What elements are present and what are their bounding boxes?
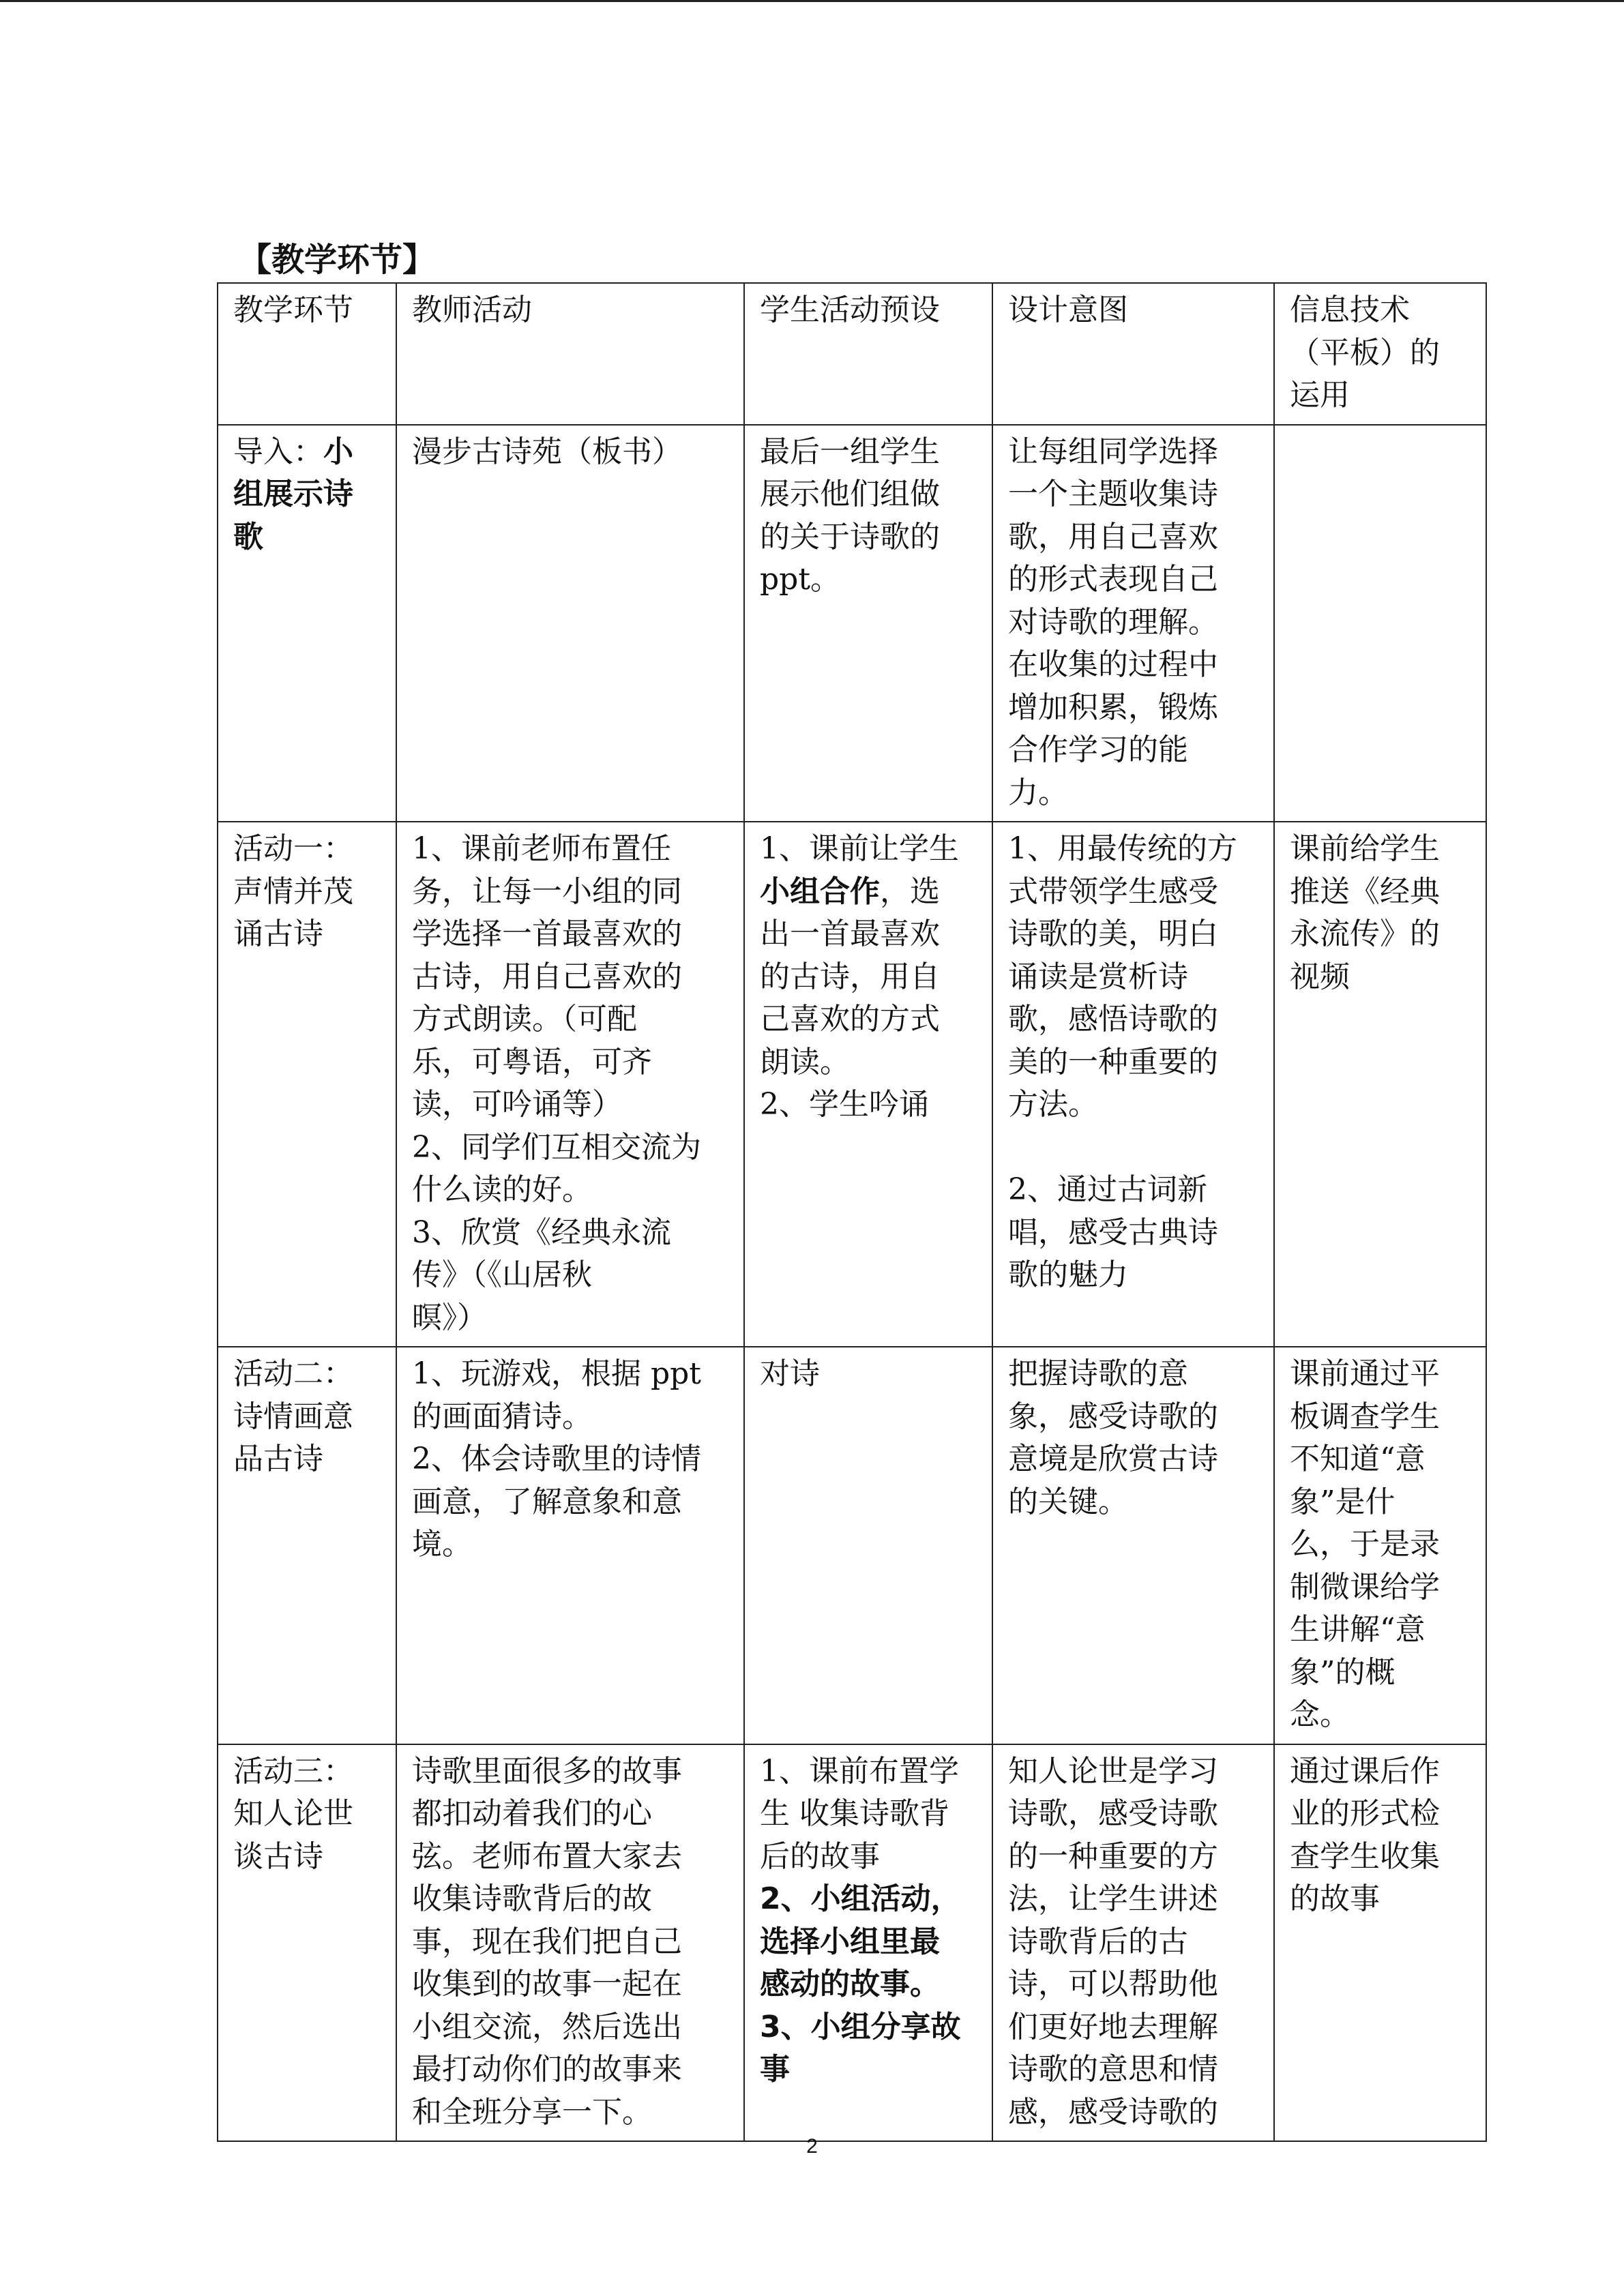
cell-text-line: 境。 — [412, 1527, 472, 1562]
cell-text-line: 唱，感受古典诗 — [1008, 1214, 1218, 1250]
cell-text-line: 3、小组分享故 — [760, 2009, 961, 2044]
teacher-activity-cell — [396, 1744, 744, 2142]
cell-text-line: 生 收集诗歌背 — [760, 1796, 949, 1831]
cell-text-line: 们更好地去理解 — [1008, 2009, 1218, 2044]
cell-text-line: 歌，用自己喜欢 — [1008, 519, 1218, 554]
cell-text-line: 诗，可以帮助他 — [1008, 1967, 1218, 2001]
cell-text-line: 3、欣赏《经典永流 — [412, 1214, 671, 1250]
tech-use-cell — [1274, 1347, 1486, 1744]
cell-text-line: 课前给学生 — [1290, 831, 1440, 866]
cell-text-line: 不知道“意 — [1290, 1442, 1426, 1476]
cell-text-line: 活动一： — [233, 831, 353, 866]
student-activity-cell — [744, 425, 992, 822]
cell-text-line: 的关键。 — [1008, 1484, 1128, 1519]
design-intent-cell — [992, 822, 1274, 1347]
student-activity-cell — [744, 1347, 992, 1744]
cell-text-line: 念。 — [1290, 1697, 1350, 1732]
section-title: 【教学环节】 — [239, 241, 436, 279]
cell-text-line: 诗歌里面很多的故事 — [412, 1753, 682, 1789]
cell-text-line: 意境是欣赏古诗 — [1008, 1442, 1218, 1476]
cell-text-line: 谈古诗 — [233, 1838, 323, 1874]
cell-text-line: 收集诗歌背后的故 — [412, 1881, 652, 1916]
cell-text-line: 方式朗读。（可配 — [412, 1002, 637, 1037]
cell-text-line: 么，于是录 — [1290, 1527, 1440, 1562]
header-teacher-activity: 教师活动 — [396, 283, 744, 425]
cell-text-line: 生讲解“意 — [1290, 1612, 1426, 1647]
cell-text-line: 诵古诗 — [233, 916, 323, 951]
cell-text-line: 诗情画意 — [233, 1399, 353, 1434]
cell-text-line: 诵读是赏析诗 — [1008, 959, 1188, 994]
cell-text-line: 对诗 — [760, 1356, 820, 1391]
table-row — [218, 822, 1486, 1347]
cell-text-line: 2、同学们互相交流为 — [412, 1129, 701, 1165]
cell-text-line: 画意，了解意象和意 — [412, 1484, 682, 1519]
cell-text-line: 课前通过平 — [1290, 1356, 1440, 1391]
cell-text-line: 通过课后作 — [1290, 1753, 1440, 1789]
design-intent-cell — [992, 1744, 1274, 2142]
cell-text-line: 乐，可粤语，可齐 — [412, 1044, 652, 1079]
cell-text-line: 象，感受诗歌的 — [1008, 1399, 1218, 1434]
cell-text-line: 1、玩游戏，根据 ppt — [412, 1356, 701, 1391]
tech-use-cell — [1274, 425, 1486, 822]
cell-text-line: 最后一组学生 — [760, 434, 940, 469]
design-intent-cell — [992, 1347, 1274, 1744]
cell-text-line: 的故事 — [1290, 1881, 1380, 1916]
cell-text-line: 一个主题收集诗 — [1008, 477, 1218, 511]
cell-text-line: 的画面猜诗。 — [412, 1399, 592, 1434]
table-row — [218, 425, 1486, 822]
cell-text-line: 暝》） — [412, 1300, 487, 1335]
table-header-row — [218, 283, 1486, 425]
cell-text-line: 2、小组活动， — [760, 1881, 961, 1916]
teacher-activity-cell — [396, 822, 744, 1347]
stage-cell — [218, 1347, 396, 1744]
cell-text-line: 收集到的故事一起在 — [412, 1967, 682, 2001]
cell-text-line: 美的一种重要的 — [1008, 1044, 1218, 1079]
teaching-stages-table — [217, 282, 1487, 2142]
cell-text-line: 都扣动着我们的心 — [412, 1796, 652, 1831]
cell-text-line: 的形式表现自己 — [1008, 562, 1218, 597]
cell-text-line: 读，可吟诵等） — [412, 1087, 622, 1122]
cell-text-line: 务，让每一小组的同 — [412, 874, 682, 909]
cell-text-line: 歌的魅力 — [1008, 1257, 1128, 1292]
cell-text-line: 增加积累，锻炼 — [1008, 689, 1218, 725]
cell-text-line: 2、通过古词新 — [1008, 1172, 1207, 1207]
cell-text-line: 感动的故事。 — [760, 1967, 940, 2001]
cell-text-line: 古诗，用自己喜欢的 — [412, 959, 682, 994]
cell-text-line: 查学生收集 — [1290, 1838, 1440, 1874]
cell-text-line: 1、用最传统的方 — [1008, 831, 1237, 866]
cell-text-line: 方法。 — [1008, 1087, 1098, 1122]
cell-text-line: 诗歌的美，明白 — [1008, 916, 1218, 951]
table-row — [218, 1347, 1486, 1744]
tech-use-cell — [1274, 822, 1486, 1347]
cell-text-line: 传》（《山居秋 — [412, 1257, 592, 1292]
design-intent-cell — [992, 425, 1274, 822]
cell-text-line: 在收集的过程中 — [1008, 647, 1218, 682]
cell-text-line: 诗歌的意思和情 — [1008, 2052, 1218, 2087]
cell-text-line: 力。 — [1008, 775, 1068, 810]
teacher-activity-cell — [396, 1347, 744, 1744]
cell-text-line: 弦。老师布置大家去 — [412, 1838, 682, 1874]
cell-text-line: 活动二： — [233, 1356, 353, 1391]
cell-text-line: 象”是什 — [1290, 1484, 1396, 1519]
cell-text-line: 视频 — [1290, 959, 1350, 994]
page-number: 2 — [806, 2135, 818, 2158]
cell-text-line: 让每组同学选择 — [1008, 434, 1218, 469]
cell-text-line: 学选择一首最喜欢的 — [412, 916, 682, 951]
cell-text-line: 事，现在我们把自己 — [412, 1924, 682, 1959]
tech-use-cell — [1274, 1744, 1486, 2142]
cell-text-line: 漫步古诗苑（板书） — [412, 434, 682, 469]
student-activity-cell — [744, 1744, 992, 2142]
cell-text-line: 把握诗歌的意 — [1008, 1356, 1188, 1391]
cell-text-line: 品古诗 — [233, 1442, 323, 1476]
stage-cell — [218, 822, 396, 1347]
stage-cell: 导入：小 组展示诗 歌 — [218, 425, 396, 822]
cell-text-line: 合作学习的能 — [1008, 732, 1188, 767]
cell-text-line: 小组交流，然后选出 — [412, 2009, 682, 2044]
cell-text-line: 活动三： — [233, 1753, 353, 1789]
cell-text-line: 知人论世是学习 — [1008, 1753, 1218, 1789]
cell-text-line: 板调查学生 — [1290, 1399, 1440, 1434]
header-stage: 教学环节 — [218, 283, 396, 425]
cell-text-line: 后的故事 — [760, 1838, 880, 1874]
cell-text-line: 选择小组里最 — [760, 1924, 940, 1959]
page-top-border — [0, 0, 1624, 2]
cell-text-line: 1、课前布置学 — [760, 1753, 959, 1789]
cell-text-line: 法，让学生讲述 — [1008, 1881, 1218, 1916]
cell-text-line: 最打动你们的故事来 — [412, 2052, 682, 2087]
header-student-activity: 学生活动预设 — [744, 283, 992, 425]
student-activity-cell: 1、课前让学生 小组合作，选 出一首最喜欢 的古诗，用自 己喜欢的方式 朗读。 2、学生吟诵 — [744, 822, 992, 1347]
cell-text-line: 展示他们组做 — [760, 477, 940, 511]
cell-text-line: 知人论世 — [233, 1796, 353, 1831]
cell-text-line: 对诗歌的理解。 — [1008, 604, 1218, 640]
header-design-intent: 设计意图 — [992, 283, 1274, 425]
cell-text-line: ppt。 — [760, 562, 841, 597]
cell-text-line: 事 — [760, 2052, 790, 2087]
cell-text-line: 什么读的好。 — [412, 1172, 592, 1207]
cell-text-line: 推送《经典 — [1290, 874, 1440, 909]
cell-text-line: 感，感受诗歌的 — [1008, 2094, 1218, 2130]
cell-text-line: 式带领学生感受 — [1008, 874, 1218, 909]
cell-text-line: 的一种重要的方 — [1008, 1838, 1218, 1874]
stage-cell — [218, 1744, 396, 2142]
cell-text-line: 象”的概 — [1290, 1654, 1396, 1690]
cell-text-line: 歌，感悟诗歌的 — [1008, 1002, 1218, 1037]
cell-text-line: 制微课给学 — [1290, 1569, 1440, 1605]
cell-text-line — [1008, 1127, 1258, 1169]
header-tech-use: 信息技术 （平板）的 运用 — [1274, 283, 1486, 425]
cell-text-line: 1、课前老师布置任 — [412, 831, 671, 866]
cell-text-line: 2、体会诗歌里的诗情 — [412, 1442, 701, 1476]
cell-text-line: 诗歌背后的古 — [1008, 1924, 1188, 1959]
cell-text-line: 和全班分享一下。 — [412, 2094, 652, 2130]
table-row — [218, 1744, 1486, 2142]
cell-text-line: 的关于诗歌的 — [760, 519, 940, 554]
cell-text-line: 业的形式检 — [1290, 1796, 1440, 1831]
teacher-activity-cell — [396, 425, 744, 822]
cell-text-line: 永流传》的 — [1290, 916, 1440, 951]
cell-text-line: 声情并茂 — [233, 874, 353, 909]
cell-text-line: 诗歌，感受诗歌 — [1008, 1796, 1218, 1831]
